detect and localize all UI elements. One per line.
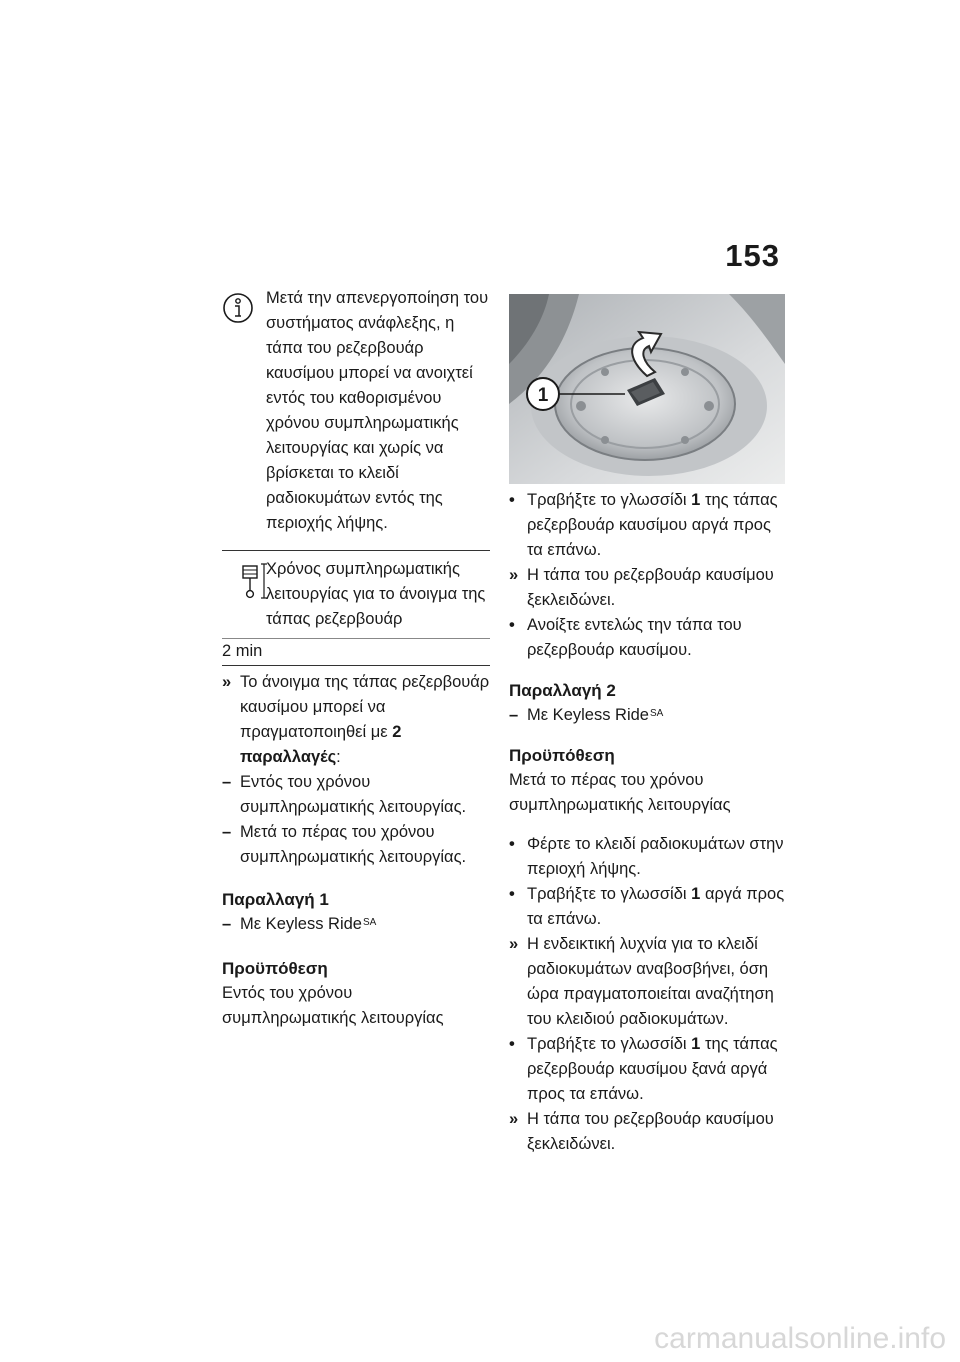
result-item: » Η τάπα του ρεζερβουάρ καυσίμου ξεκλειδώνει. <box>509 1107 785 1157</box>
variant1-heading: Παραλλαγή 1 <box>222 890 329 909</box>
info-note <box>222 286 490 536</box>
bullet-item: • Τραβήξτε το γλωσσίδι 1 της τάπας ρεζερβουάρ καυσίμου αργά προς τα επάνω. <box>509 488 785 563</box>
page-number: 153 <box>725 238 780 273</box>
timer-gauge-icon <box>240 561 268 601</box>
right-steps-1 <box>509 488 785 663</box>
bullet-marker: • <box>509 885 515 903</box>
sa-superscript: SA <box>362 917 377 928</box>
precondition1-heading: Προϋπόθεση <box>222 959 328 978</box>
dash-marker: – <box>222 773 232 791</box>
spec-box <box>222 550 490 666</box>
bullet-item: • Ανοίξτε εντελώς την τάπα του ρεζερβουάρ καυσίμου. <box>509 613 785 663</box>
fuel-cap-figure <box>509 294 785 484</box>
spec-label: Χρόνος συμπληρωματικής λειτουργίας για το άνοιγμα της τάπας ρεζερβουάρ <box>266 560 486 628</box>
result-item: » Το άνοιγμα της τάπας ρεζερβουάρ καυσίμου μπορεί να πραγματοποιηθεί με 2 παραλλαγές: <box>222 670 490 770</box>
right-column <box>509 294 785 1157</box>
bullet-marker: • <box>509 616 515 634</box>
left-steps <box>222 670 490 870</box>
precondition2-text: Μετά το πέρας του χρόνου συμπληρωματικής λειτουργίας <box>509 771 731 814</box>
figure-callout-1: 1 <box>537 385 549 406</box>
dash-item: – Με Keyless Ride$^{SA}$ <box>509 703 785 728</box>
bullet-marker: • <box>509 491 515 509</box>
bullet-marker: • <box>509 835 515 853</box>
precondition1-text: Εντός του χρόνου συμπληρωματικής λειτουργίας <box>222 984 444 1027</box>
left-column <box>222 286 490 1031</box>
result-marker: » <box>509 1110 519 1128</box>
bullet-marker: • <box>509 1035 515 1053</box>
dash-item: – Εντός του χρόνου συμπληρωματικής λειτουργίας. <box>222 770 490 820</box>
result-marker: » <box>509 566 519 584</box>
dash-item: – Με Keyless Ride$^{SA}$ <box>222 912 490 937</box>
bullet-item: • Φέρτε το κλειδί ραδιοκυμάτων στην περιοχή λήψης. <box>509 832 785 882</box>
precondition2-heading: Προϋπόθεση <box>509 746 615 765</box>
dash-marker: – <box>222 915 232 933</box>
bullet-item: • Τραβήξτε το γλωσσίδι 1 της τάπας ρεζερβουάρ καυσίμου ξανά αργά προς τα επάνω. <box>509 1032 785 1107</box>
info-icon <box>222 292 254 324</box>
dash-marker: – <box>509 706 519 724</box>
info-note-text: Μετά την απενεργοποίηση του συστήματος ανάφλεξης, η τάπα του ρεζερβουάρ καυσίμου μπορεί να ανοιχτεί εντός του καθορισμένου χρόνου συμπληρωματικής λειτουργίας και χωρίς να βρίσκεται το κλειδί ραδιοκυμάτων εντός της περιοχής λήψης. <box>266 289 489 532</box>
result-item: » Η τάπα του ρεζερβουάρ καυσίμου ξεκλειδώνει. <box>509 563 785 613</box>
bullet-item: • Τραβήξτε το γλωσσίδι 1 αργά προς τα επάνω. <box>509 882 785 932</box>
right-steps-2 <box>509 832 785 1157</box>
result-item: » Η ενδεικτική λυχνία για το κλειδί ραδιοκυμάτων αναβοσβήνει, όση ώρα πραγματοποιείται αναζήτηση του κλειδιού ραδιοκυμάτων. <box>509 932 785 1032</box>
spec-head <box>222 551 490 639</box>
dash-marker: – <box>222 823 232 841</box>
sa-superscript: SA <box>649 708 664 719</box>
result-marker: » <box>509 935 519 953</box>
dash-item: – Μετά το πέρας του χρόνου συμπληρωματικής λειτουργίας. <box>222 820 490 870</box>
spec-value: 2 min <box>222 642 263 660</box>
result-marker: » <box>222 673 232 691</box>
variant2-heading: Παραλλαγή 2 <box>509 681 616 700</box>
fuel-cap-illustration <box>509 294 785 484</box>
watermark: carmanualsonline.info <box>654 1322 946 1355</box>
